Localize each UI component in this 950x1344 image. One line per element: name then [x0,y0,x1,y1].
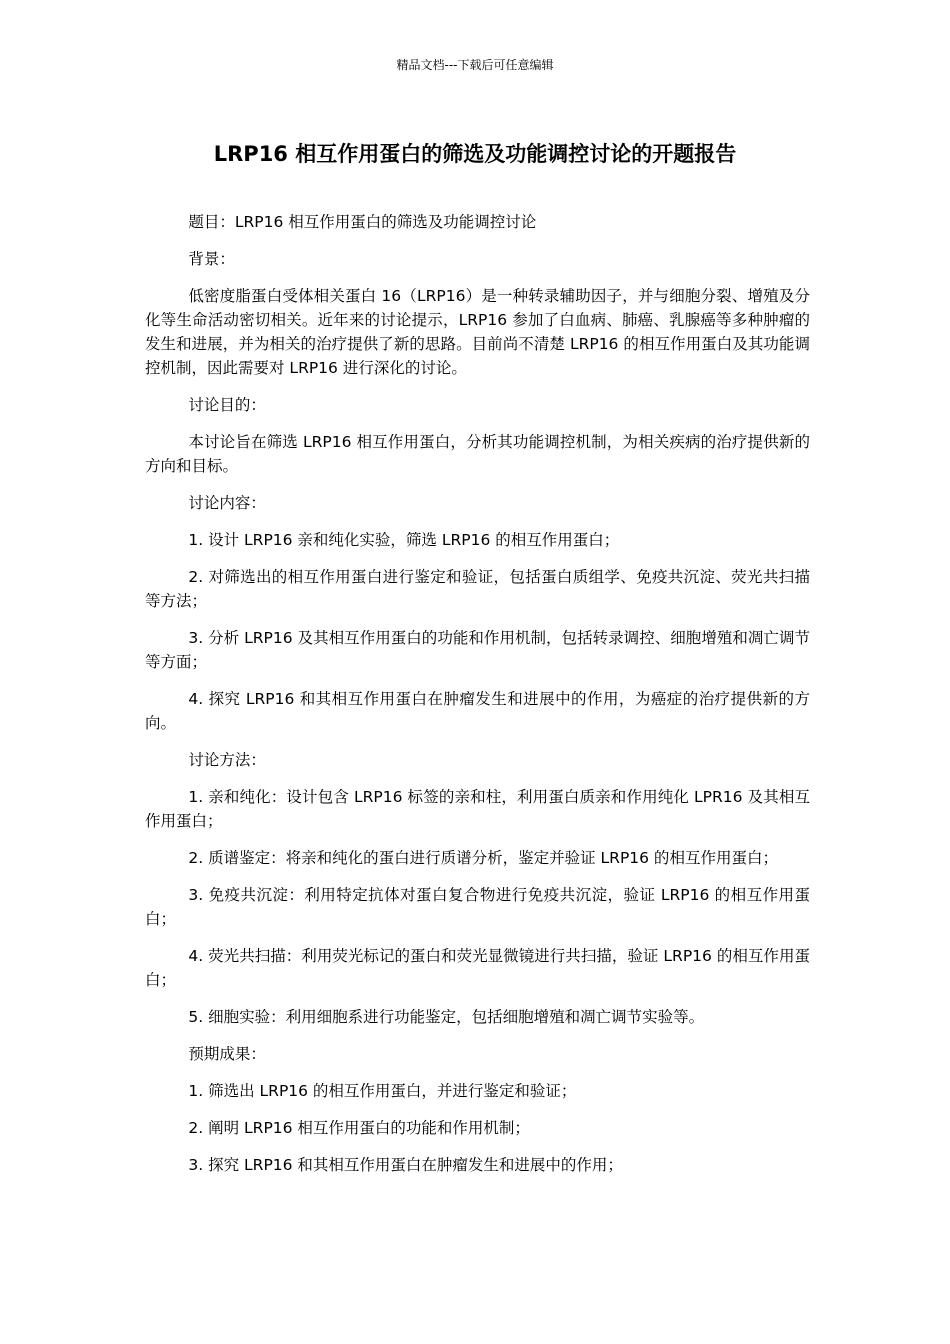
section-heading-methods: 讨论方法： [188,751,266,769]
outcome-item: 1. 筛选出 LRP16 的相互作用蛋白，并进行鉴定和验证； [188,1082,577,1100]
content-item: 2. 对筛选出的相互作用蛋白进行鉴定和验证，包括蛋白质组学、免疫共沉淀、荧光共扫描等方法； [145,568,810,610]
document-body [145,210,810,1190]
background-paragraph: 低密度脂蛋白受体相关蛋白 16（LRP16）是一种转录辅助因子，并与细胞分裂、增殖及分化等生命活动密切相关。近年来的讨论提示，LRP16 参加了白血病、肺癌、乳腺癌等多种肿瘤的发生和进展，并为相关的治疗提供了新的思路。目前尚不清楚 LRP16 的相互作用蛋白及其功能调控机制，因此需要对 LRP16 进行深化的讨论。 [145,287,810,377]
topic-line: 题目：LRP16 相互作用蛋白的筛选及功能调控讨论 [188,213,537,231]
document-title: LRP16 相互作用蛋白的筛选及功能调控讨论的开题报告 [213,142,737,166]
method-item: 1. 亲和纯化：设计包含 LRP16 标签的亲和柱，利用蛋白质亲和作用纯化 LPR16 及其相互作用蛋白； [145,788,810,830]
content-item: 3. 分析 LRP16 及其相互作用蛋白的功能和作用机制，包括转录调控、细胞增殖和凋亡调节等方面； [145,629,810,671]
header-note: 精品文档---下载后可任意编辑 [396,58,554,72]
section-heading-background: 背景： [188,250,235,268]
content-item: 4. 探究 LRP16 和其相互作用蛋白在肿瘤发生和进展中的作用，为癌症的治疗提供新的方向。 [145,690,810,732]
outcome-item: 2. 阐明 LRP16 相互作用蛋白的功能和作用机制； [188,1119,530,1137]
purpose-paragraph: 本讨论旨在筛选 LRP16 相互作用蛋白，分析其功能调控机制，为相关疾病的治疗提供新的方向和目标。 [145,433,810,475]
section-heading-content: 讨论内容： [188,494,266,512]
method-item: 2. 质谱鉴定：将亲和纯化的蛋白进行质谱分析，鉴定并验证 LRP16 的相互作用蛋白； [188,849,778,867]
method-item: 3. 免疫共沉淀：利用特定抗体对蛋白复合物进行免疫共沉淀，验证 LRP16 的相互作用蛋白； [145,886,810,928]
method-item: 5. 细胞实验：利用细胞系进行功能鉴定，包括细胞增殖和凋亡调节实验等。 [188,1008,705,1026]
outcome-item: 3. 探究 LRP16 和其相互作用蛋白在肿瘤发生和进展中的作用； [188,1156,623,1174]
content-item: 1. 设计 LRP16 亲和纯化实验，筛选 LRP16 的相互作用蛋白； [188,531,620,549]
section-heading-outcomes: 预期成果： [188,1045,266,1063]
section-heading-purpose: 讨论目的： [188,396,266,414]
method-item: 4. 荧光共扫描：利用荧光标记的蛋白和荧光显微镜进行共扫描，验证 LRP16 的相互作用蛋白； [145,947,810,989]
